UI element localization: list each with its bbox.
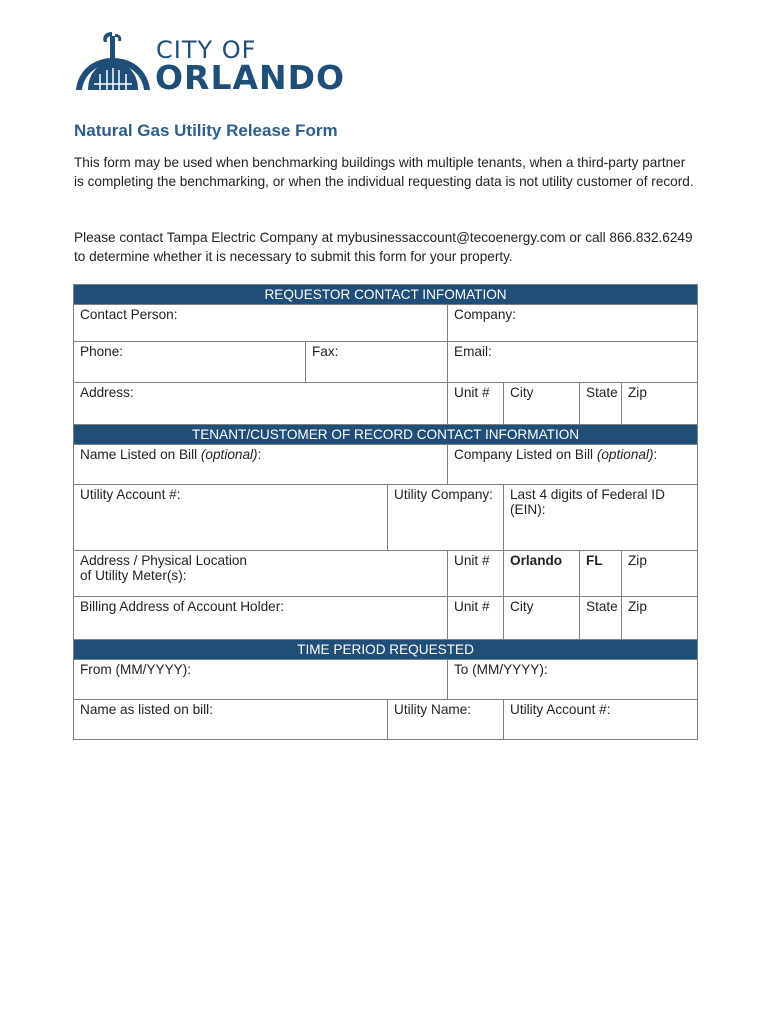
ein-field[interactable]: Last 4 digits of Federal ID (EIN): <box>504 485 698 551</box>
email-field[interactable]: Email: <box>448 342 698 383</box>
logo-orlando: ORLANDO <box>155 58 346 97</box>
billing-unit-field[interactable]: Unit # <box>448 597 504 640</box>
unit-field[interactable]: Unit # <box>448 383 504 425</box>
fountain-icon <box>74 28 154 98</box>
intro-paragraph: This form may be used when benchmarking buildings with multiple tenants, when a third-party partner is completing the benchmarking, or when the individual requesting data is not utility customer of record. <box>74 155 694 189</box>
billing-state-field[interactable]: State <box>580 597 622 640</box>
release-form-table <box>73 284 698 740</box>
meter-state-field[interactable]: FL <box>580 551 622 597</box>
meter-zip-field[interactable]: Zip <box>622 551 698 597</box>
company-on-bill-field[interactable]: Company Listed on Bill (optional): <box>448 445 698 485</box>
name-on-bill-field[interactable]: Name Listed on Bill (optional): <box>74 445 448 485</box>
billing-zip-field[interactable]: Zip <box>622 597 698 640</box>
meter-address-field[interactable]: Address / Physical Location of Utility Meter(s): <box>74 551 448 597</box>
utility-company-field[interactable]: Utility Company: <box>388 485 504 551</box>
contact-note-paragraph: Please contact Tampa Electric Company at mybusinessaccount@tecoenergy.com or call 866.832.6249 to determine whether it is necessary to submit this form for your property. <box>74 230 693 264</box>
state-field[interactable]: State <box>580 383 622 425</box>
billing-address-field[interactable]: Billing Address of Account Holder: <box>74 597 448 640</box>
billing-city-field[interactable]: City <box>504 597 580 640</box>
period-utility-name-field[interactable]: Utility Name: <box>388 700 504 740</box>
tenant-section-header: TENANT/CUSTOMER OF RECORD CONTACT INFORMATION <box>74 425 698 445</box>
contact-person-field[interactable]: Contact Person: <box>74 305 448 342</box>
period-name-on-bill-field[interactable]: Name as listed on bill: <box>74 700 388 740</box>
to-date-field[interactable]: To (MM/YYYY): <box>448 660 698 700</box>
utility-account-field[interactable]: Utility Account #: <box>74 485 388 551</box>
from-date-field[interactable]: From (MM/YYYY): <box>74 660 448 700</box>
requestor-section-header: REQUESTOR CONTACT INFOMATION <box>74 285 698 305</box>
address-field[interactable]: Address: <box>74 383 448 425</box>
zip-field[interactable]: Zip <box>622 383 698 425</box>
meter-unit-field[interactable]: Unit # <box>448 551 504 597</box>
form-title: Natural Gas Utility Release Form <box>74 121 338 140</box>
city-field[interactable]: City <box>504 383 580 425</box>
meter-city-field[interactable]: Orlando <box>504 551 580 597</box>
period-utility-account-field[interactable]: Utility Account #: <box>504 700 698 740</box>
company-field[interactable]: Company: <box>448 305 698 342</box>
logo-city-of: CITY OF <box>156 36 257 64</box>
phone-field[interactable]: Phone: <box>74 342 306 383</box>
time-period-section-header: TIME PERIOD REQUESTED <box>74 640 698 660</box>
fax-field[interactable]: Fax: <box>306 342 448 383</box>
